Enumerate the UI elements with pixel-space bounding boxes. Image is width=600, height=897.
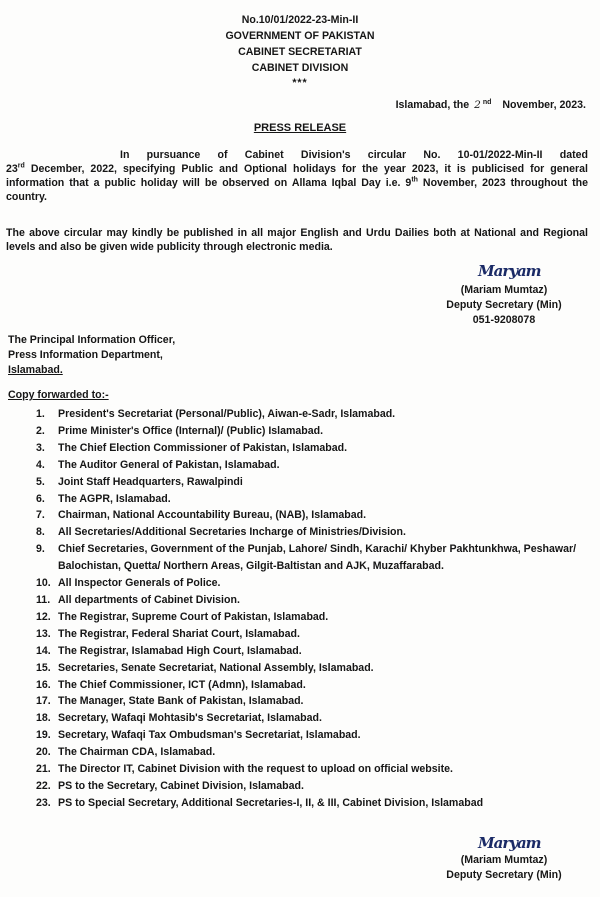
list-item-text: PS to the Secretary, Cabinet Division, Islamabad.: [58, 779, 304, 792]
date-day-handwritten: 2: [474, 99, 481, 111]
list-item-number: 5.: [36, 475, 45, 488]
list-item-text: All Inspector Generals of Police.: [58, 577, 221, 590]
signatory-1-name: (Mariam Mumtaz): [460, 284, 548, 296]
list-item: [36, 575, 586, 592]
list-item: [36, 693, 586, 710]
list-item: [36, 761, 586, 778]
list-item: [36, 524, 586, 541]
list-item-text: Prime Minister's Office (Internal)/ (Public) Islamabad.: [58, 424, 324, 437]
list-item: [36, 643, 586, 660]
addressee-line-2: Press Information Department,: [8, 349, 163, 361]
list-item: [36, 592, 586, 609]
list-item: [36, 440, 586, 457]
list-item: [36, 474, 586, 491]
list-item: [36, 541, 586, 575]
list-item-text: The Director IT, Cabinet Division with the request to upload on official website.: [58, 763, 453, 776]
list-item-text: PS to Special Secretary, Additional Secretaries-I, II, & III, Cabinet Division, Islamabad: [58, 796, 484, 809]
list-item-number: 11.: [36, 593, 51, 606]
p1-line3-suffix: th: [411, 176, 418, 184]
signatory-1-block: [420, 283, 588, 328]
p1-line3-rest: November, 2023 throughout the: [417, 177, 588, 189]
list-item-number: 18.: [36, 712, 51, 725]
signatory-2-block: [420, 853, 588, 883]
date-day-suffix: nd: [482, 99, 492, 106]
page-title: PRESS RELEASE: [253, 122, 347, 134]
list-item-text: The Registrar, Islamabad High Court, Islamabad.: [58, 644, 302, 657]
p1-day-suffix: rd: [17, 162, 25, 170]
list-item-number: 9.: [36, 543, 45, 556]
list-item-text: The Chief Commissioner, ICT (Admn), Islamabad.: [58, 678, 306, 691]
list-item-number: 16.: [36, 678, 51, 691]
list-item-number: 3.: [36, 441, 45, 454]
list-item-number: 8.: [36, 526, 45, 539]
list-item-text: Secretary, Wafaqi Tax Ombudsman's Secretariat, Islamabad.: [58, 729, 361, 742]
paragraph-1-line-2: [6, 162, 588, 176]
list-item-text: Secretaries, Senate Secretariat, National Assembly, Islamabad.: [58, 661, 374, 674]
date-prefix: Islamabad, the: [395, 99, 470, 111]
list-item: [36, 457, 586, 474]
signature-1: Maryam: [478, 262, 541, 280]
government-heading: GOVERNMENT OF PAKISTAN: [225, 30, 375, 42]
list-item-number: 1.: [36, 408, 45, 420]
list-item-text: The Manager, State Bank of Pakistan, Islamabad.: [58, 695, 304, 708]
list-item: [36, 744, 586, 761]
list-item-number: 13.: [36, 627, 51, 640]
list-item-text: Chairman, National Accountability Bureau, (NAB), Islamabad.: [58, 509, 367, 522]
list-item: [36, 507, 586, 524]
signatory-2-name: (Mariam Mumtaz): [460, 854, 548, 866]
list-item-number: 22.: [36, 779, 51, 792]
date-line: [396, 96, 586, 112]
list-item-text: Chief Secretaries, Government of the Punjab, Lahore/ Sindh, Karachi/ Khyber Pakhtunkhwa, Peshawar/ Balochistan, Quetta/ Northern Areas, Gilgit-Baltistan and AJK, Muzaffarabad.: [58, 543, 577, 573]
date-rest: November, 2023.: [502, 99, 586, 111]
list-item-text: Secretary, Wafaqi Mohtasib's Secretariat, Islamabad.: [58, 712, 322, 725]
list-item-number: 23.: [36, 796, 51, 809]
p1-day: 23: [6, 163, 18, 175]
list-item-text: The Chairman CDA, Islamabad.: [58, 746, 216, 759]
list-item: [36, 677, 586, 694]
paragraph-2: [6, 226, 588, 254]
list-item-number: 17.: [36, 695, 51, 708]
recipient-list: [36, 406, 586, 812]
list-item: [36, 778, 586, 795]
paragraph-1-line-1: In pursuance of Cabinet Division's circular No. 10-01/2022-Min-II dated: [120, 149, 588, 161]
list-item-number: 14.: [36, 644, 51, 657]
list-item-text: All Secretaries/Additional Secretaries Incharge of Ministries/Division.: [58, 526, 406, 539]
p1-line3-start: information that a public holiday will be observed on Allama Iqbal Day i.e. 9: [6, 177, 412, 189]
list-item-number: 12.: [36, 610, 51, 623]
list-item-number: 4.: [36, 458, 45, 471]
list-item-number: 6.: [36, 492, 45, 505]
list-item-text: Joint Staff Headquarters, Rawalpindi: [58, 475, 243, 488]
list-item-text: The Registrar, Supreme Court of Pakistan, Islamabad.: [58, 610, 329, 623]
copy-forwarded-heading: Copy forwarded to:-: [8, 389, 109, 401]
header-stars: ***: [292, 77, 308, 89]
list-item: [36, 710, 586, 727]
list-item-number: 7.: [36, 509, 45, 522]
list-item-text: The Chief Election Commissioner of Pakistan, Islamabad.: [58, 441, 348, 454]
p1-line2-rest: December, 2022, specifying Public and Optional holidays for the year 2023, it is publicised for general: [24, 163, 588, 175]
list-item: [36, 491, 586, 508]
paragraph-2-line-1: The above circular may kindly be published in all major English and Urdu Dailies both at National and Regional: [6, 227, 588, 239]
list-item-text: The Registrar, Federal Shariat Court, Islamabad.: [58, 627, 300, 640]
signatory-2-designation: Deputy Secretary (Min): [446, 869, 562, 881]
addressee-block: [8, 333, 175, 378]
list-item: [36, 795, 586, 812]
list-item: [36, 626, 586, 643]
list-item-text: All departments of Cabinet Division.: [58, 593, 240, 606]
paragraph-1-line-3: [6, 176, 588, 190]
list-item: [36, 727, 586, 744]
paragraph-1-line-4: country.: [6, 191, 48, 203]
list-item-number: 20.: [36, 746, 51, 759]
signatory-1-designation: Deputy Secretary (Min): [446, 299, 562, 311]
list-item-number: 19.: [36, 729, 51, 742]
list-item: [36, 609, 586, 626]
division-heading: CABINET DIVISION: [251, 62, 349, 74]
list-item-number: 15.: [36, 661, 51, 674]
list-item-number: 10.: [36, 577, 51, 590]
list-item-text: The Auditor General of Pakistan, Islamabad.: [58, 458, 280, 471]
list-item: [36, 406, 586, 423]
paragraph-1: [6, 148, 588, 204]
list-item: [36, 660, 586, 677]
reference-number: No.10/01/2022-23-Min-II: [241, 14, 359, 26]
signatory-1-phone: 051-9208078: [472, 314, 536, 326]
list-item-number: 21.: [36, 763, 51, 776]
addressee-line-1: The Principal Information Officer,: [8, 334, 176, 346]
signature-2: Maryam: [478, 834, 541, 852]
secretariat-heading: CABINET SECRETARIAT: [238, 46, 362, 58]
addressee-line-3: Islamabad.: [8, 364, 63, 376]
list-item-text: The AGPR, Islamabad.: [58, 492, 171, 505]
paragraph-2-line-2: levels and also be given wide publicity through electronic media.: [6, 241, 333, 253]
list-item-number: 2.: [36, 424, 45, 437]
list-item-text: President's Secretariat (Personal/Public), Aiwan-e-Sadr, Islamabad.: [58, 408, 396, 420]
list-item: [36, 423, 586, 440]
